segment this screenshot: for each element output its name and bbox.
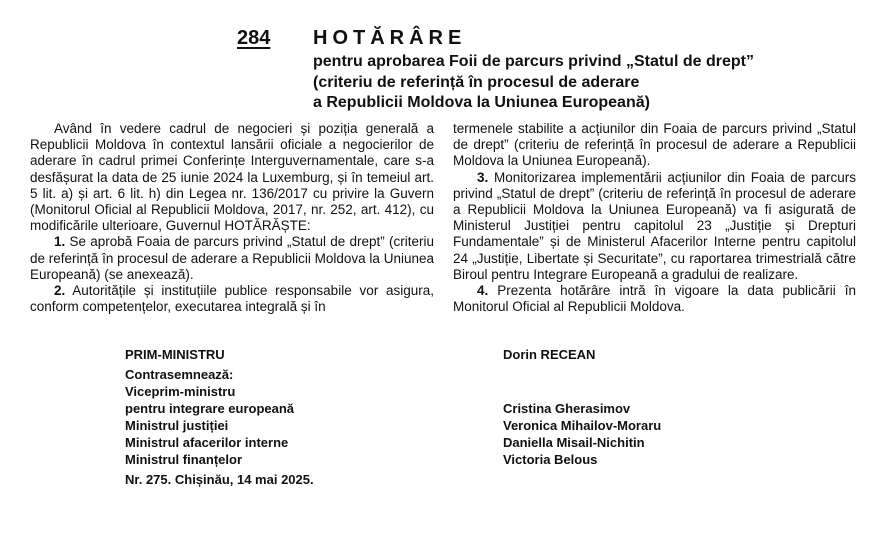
body-right-column [453, 121, 856, 315]
subtitle-line: a Republicii Moldova la Uniunea Europeană) [313, 94, 650, 111]
signatory-name: Daniella Misail-Nichitin [503, 435, 645, 450]
subtitle-line: (criteriu de referință în procesul de aderare [313, 73, 640, 91]
item-3-number: 3. [477, 169, 489, 185]
item-1-paragraph [30, 234, 434, 283]
decision-title: HOTĂRÂRE [313, 27, 467, 49]
item-2-number: 2. [54, 283, 66, 299]
signatory-names [503, 400, 661, 468]
item-1-text: Se aprobă Foaia de parcurs privind „Statul de drept” (criteriu de referință în procesul de aderare a Republicii Moldova la Uniunea Europeană) (se anexează). [30, 234, 434, 282]
item-3-paragraph [453, 170, 856, 283]
signatory-name: Cristina Gherasimov [503, 401, 631, 416]
decision-number: 284 [237, 27, 271, 49]
signatory-role: Viceprim-ministru [125, 384, 236, 399]
pm-title: PRIM-MINISTRU [125, 347, 225, 362]
item-4-text: Prezenta hotărâre intră în vigoare la data publicării în Monitorul Oficial al Republicii Moldova. [453, 283, 856, 315]
item-2-paragraph [30, 283, 434, 315]
body-left-column [30, 121, 434, 315]
item-2-text-start: Autoritățile și instituțiile publice responsabile vor asigura, conform competențelor, executarea integrală și în [30, 283, 434, 315]
subtitle-line: pentru aprobarea Foii de parcurs privind „Statul de drept” [313, 53, 754, 70]
item-2-continuation: termenele stabilite a acțiunilor din Foaia de parcurs privind „Statul de drept” (criteriu de referință în procesul de aderare a Republicii Moldova la Uniunea Europeană). [453, 121, 856, 169]
signatory-name: Veronica Mihailov-Moraru [503, 418, 662, 433]
item-4-paragraph [453, 283, 856, 315]
decision-footer: Nr. 275. Chișinău, 14 mai 2025. [125, 472, 314, 487]
countersign-label: Contrasemnează: [125, 367, 234, 382]
decision-subtitle [313, 52, 754, 114]
item-3-text: Monitorizarea implementării acțiunilor din Foaia de parcurs privind „Statul de drept” (criteriu de referință în procesul de aderare a Republicii Moldova la Uniunea Europeană) va fi asigurată de Ministerul Justiției pentru capitolul 23 „Justiție și Drepturi Fundamentale” și de Ministerul Afacerilor Interne pentru capitolul 24 „Justiție, Libertate și Securitate”, cu raportarea trimestrială către Biroul pentru Integrare Europeană a gradului de realizare. [453, 169, 856, 282]
countersign-block [125, 366, 294, 468]
signatory-name: Victoria Belous [503, 452, 598, 467]
signatory-role: Ministrul finanțelor [125, 452, 242, 467]
signatory-role: Ministrul justiției [125, 418, 229, 433]
item-4-number: 4. [477, 283, 489, 299]
signatory-role: pentru integrare europeană [125, 401, 295, 416]
signatory-role: Ministrul afacerilor interne [125, 435, 289, 450]
pm-name: Dorin RECEAN [503, 347, 596, 362]
item-1-number: 1. [54, 234, 66, 250]
preamble-paragraph: Având în vedere cadrul de negocieri și poziția generală a Republicii Moldova în contextul lansării oficiale a negocierilor de aderare în cadrul primei Conferințe Interguvernamentale, care s-a desfășurat la data de 25 iunie 2024 la Luxemburg, și în temeiul art. 5 lit. a) și art. 6 lit. h) din Legea nr. 136/2017 cu privire la Guvern (Monitorul Oficial al Republicii Moldova, 2017, nr. 252, art. 412), cu modificările ulterioare, Guvernul HOTĂRĂȘTE: [30, 121, 434, 234]
